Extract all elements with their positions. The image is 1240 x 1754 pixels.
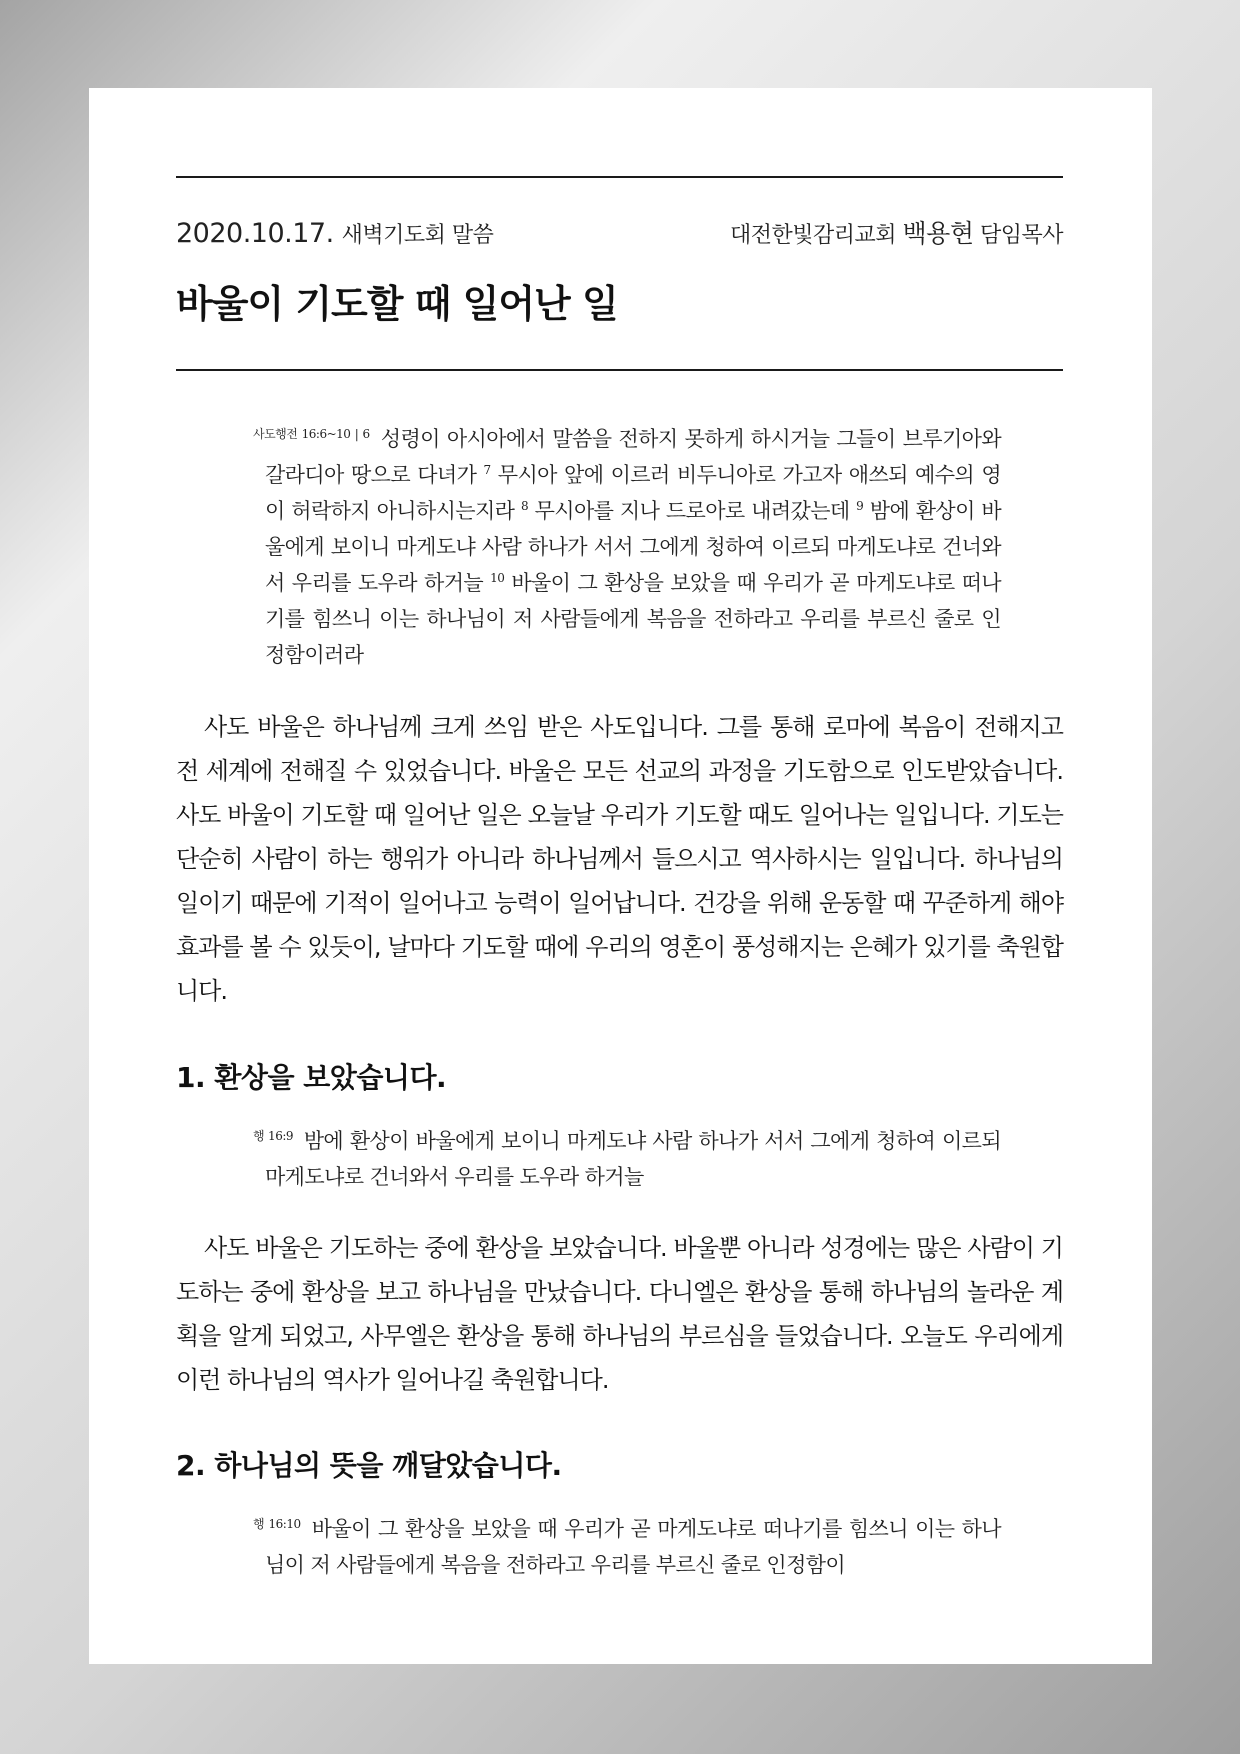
top-divider bbox=[176, 176, 1063, 178]
section-1-scripture bbox=[253, 1118, 1001, 1195]
sermon-event: 새벽기도회 말씀 bbox=[341, 223, 494, 248]
section-2-scripture-text: 바울이 그 환상을 보았을 때 우리가 곧 마게도냐로 떠나기를 힘쓰니 이는 하나님이 저 사람들에게 복음을 전하라고 우리를 부르신 줄로 인정함이 bbox=[265, 1517, 1001, 1577]
verse-number-10: 10 bbox=[490, 571, 505, 585]
document-page bbox=[89, 88, 1152, 1664]
verse-8: 무시아를 지나 드로아로 내려갔는데 bbox=[534, 499, 850, 523]
church-name: 대전한빛감리교회 bbox=[730, 223, 897, 248]
verse-7: 무시아 앞에 이르러 비두니아로 가고자 애쓰되 예수의 영이 허락하지 아니하시는지라 bbox=[265, 463, 1002, 523]
title-divider bbox=[176, 369, 1063, 371]
section-1-paragraph: 사도 바울은 기도하는 중에 환상을 보았습니다. 바울뿐 아니라 성경에는 많은 사람이 기도하는 중에 환상을 보고 하나님을 만났습니다. 다니엘은 환상을 통해 하나님의 놀라운 계획을 알게 되었고, 사무엘은 환상을 통해 하나님의 부르심을 들었습니다. 오늘도 우리에게 이런 하나님의 역사가 일어나길 축원합니다. bbox=[176, 1234, 1063, 1394]
section-1-scripture-ref: 행 16:9 bbox=[253, 1129, 294, 1143]
sermon-date: 2020.10.17. bbox=[176, 218, 334, 249]
verse-number-7: 7 bbox=[483, 463, 491, 477]
section-2-scripture bbox=[253, 1506, 1001, 1583]
sermon-date-line bbox=[176, 218, 493, 252]
intro-paragraph: 사도 바울은 하나님께 크게 쓰임 받은 사도입니다. 그를 통해 로마에 복음이 전해지고 전 세계에 전해질 수 있었습니다. 바울은 모든 선교의 과정을 기도함으로 인도받았습니다. 사도 바울이 기도할 때 일어난 일은 오늘날 우리가 기도할 때도 일어나는 일입니다. 기도는 단순히 사람이 하는 행위가 아니라 하나님께서 들으시고 역사하시는 일입니다. 하나님의 일이기 때문에 기적이 일어나고 능력이 일어납니다. 건강을 위해 운동할 때 꾸준하게 해야 효과를 볼 수 있듯이, 날마다 기도할 때에 우리의 영혼이 풍성해지는 은혜가 있기를 축원합니다. bbox=[176, 713, 1063, 1005]
section-heading-2: 2. 하나님의 뜻을 깨달았습니다. bbox=[176, 1449, 562, 1482]
section-2-scripture-ref: 행 16:10 bbox=[253, 1517, 301, 1531]
section-heading-1: 1. 환상을 보았습니다. bbox=[176, 1061, 447, 1094]
verse-9: 밤에 환상이 바울에게 보이니 마게도냐 사람 하나가 서서 그에게 청하여 이르되 마게도냐로 건너와서 우리를 도우라 하거늘 bbox=[265, 499, 1002, 595]
main-scripture-ref: 사도행전 16:6~10 | 6 bbox=[253, 427, 370, 441]
sermon-title: 바울이 기도할 때 일어난 일 bbox=[176, 282, 618, 326]
main-scripture bbox=[253, 416, 1001, 673]
verse-6: 성령이 아시아에서 말씀을 전하지 못하게 하시거늘 그들이 브루기아와 갈라디아 땅으로 다녀가 bbox=[265, 427, 1002, 487]
pastor-title: 담임목사 bbox=[979, 223, 1063, 248]
verse-number-9: 9 bbox=[856, 499, 864, 513]
church-pastor-line bbox=[730, 218, 1063, 252]
section-1-scripture-text: 밤에 환상이 바울에게 보이니 마게도냐 사람 하나가 서서 그에게 청하여 이르되 마게도냐로 건너와서 우리를 도우라 하거늘 bbox=[265, 1129, 1002, 1189]
verse-10: 바울이 그 환상을 보았을 때 우리가 곧 마게도냐로 떠나기를 힘쓰니 이는 하나님이 저 사람들에게 복음을 전하라고 우리를 부르신 줄로 인정함이러라 bbox=[265, 571, 1001, 667]
pastor-name: 백용현 bbox=[902, 219, 974, 248]
verse-number-8: 8 bbox=[520, 499, 528, 513]
